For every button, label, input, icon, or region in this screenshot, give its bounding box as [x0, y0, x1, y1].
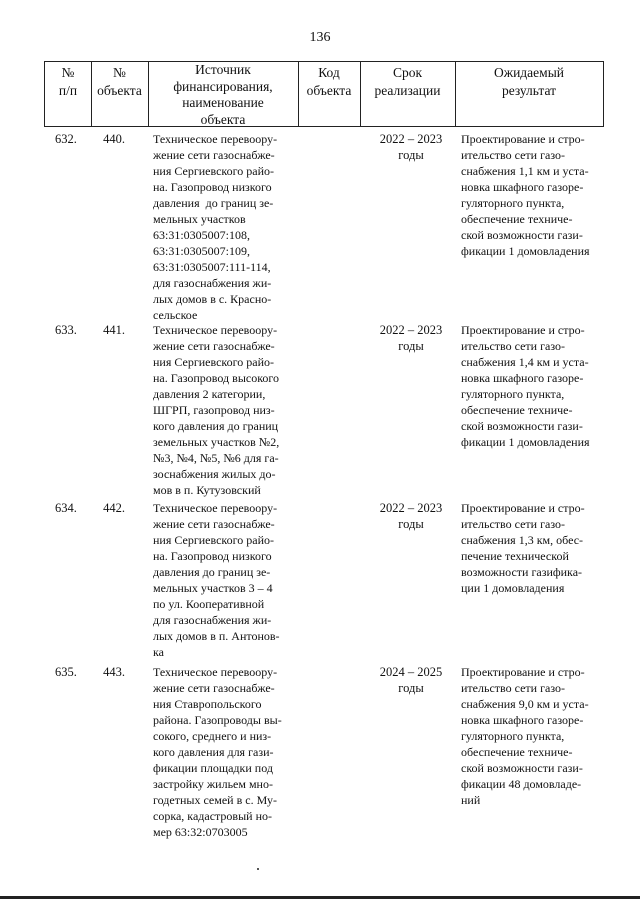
bottom-border	[0, 896, 640, 899]
row-object: 440.	[103, 132, 125, 146]
row-result: Проектирование и стро- ительство сети газо- снабжения 1,1 км и уста- новка шкафного газоре- гуляторного пункта, обеспечение техниче- ской возможности гази- фикации 1 домовладения	[461, 132, 590, 258]
header-result: Ожидаемый результат	[494, 65, 564, 98]
row-num: 634.	[55, 501, 77, 515]
row-num: 633.	[55, 323, 77, 337]
row-num: 635.	[55, 665, 77, 679]
scan-speck	[257, 868, 259, 870]
row-result: Проектирование и стро- ительство сети газо- снабжения 1,4 км и уста- новка шкафного газоре- гуляторного пункта, обеспечение техниче- ской возможности гази- фикации 1 домовладения	[461, 323, 590, 449]
row-num: 632.	[55, 132, 77, 146]
page-number: 136	[309, 30, 331, 45]
row-term: 2024 – 2025 годы	[379, 665, 443, 695]
row-object: 443.	[103, 665, 125, 679]
header-term: Срок реализации	[374, 65, 441, 98]
table-header	[44, 61, 604, 127]
header-object: № объекта	[97, 65, 142, 98]
row-object: 441.	[103, 323, 125, 337]
row-term: 2022 – 2023 годы	[379, 501, 443, 531]
row-object: 442.	[103, 501, 125, 515]
row-term: 2022 – 2023 годы	[379, 323, 443, 353]
header-code: Код объекта	[306, 65, 352, 98]
header-num: № п/п	[58, 65, 78, 98]
row-source: Техническое перевоору- жение сети газоснабже- ния Сергиевского райо- на. Газопровод высокого давления 2 категории, ШГРП, газопровод низ- кого давления до границ земельных участков №2, №3, №4, №5, №6 для га- зоснабжения жилых до- мов в п. Кутузовский	[153, 323, 280, 497]
row-term: 2022 – 2023 годы	[379, 132, 443, 162]
row-result: Проектирование и стро- ительство сети газо- снабжения 9,0 км и уста- новка шкафного газоре- гуляторного пункта, обеспечение техниче- ской возможности гази- фикации 48 домовладе- ний	[461, 665, 589, 807]
row-source: Техническое перевоору- жение сети газоснабже- ния Сергиевского райо- на. Газопровод низкого давления до границ зе- мельных участков 63:31:0305007:108, 63:31:0305007:109, 63:31:0305007:111-114, для газоснабжения жи- лых домов в с. Красно- сельское	[153, 132, 278, 322]
row-source: Техническое перевоору- жение сети газоснабже- ния Ставропольского района. Газопроводы вы- сокого, среднего и низ- кого давления для гази- фикации площадки под застройку жильем мно- годетных семей в с. Му- сорка, кадастровый но- мер 63:32:0703005	[153, 665, 282, 839]
row-source: Техническое перевоору- жение сети газоснабже- ния Сергиевского райо- на. Газопровод низкого давления до границ зе- мельных участков 3 – 4 по ул. Кооперативной для газоснабжения жи- лых домов в п. Антонов- ка	[153, 501, 280, 659]
row-result: Проектирование и стро- ительство сети газо- снабжения 1,3 км, обес- печение технической возможности газифика- ции 1 домовладения	[461, 501, 585, 595]
header-source: Источник финансирования, наименование объекта	[173, 62, 273, 127]
